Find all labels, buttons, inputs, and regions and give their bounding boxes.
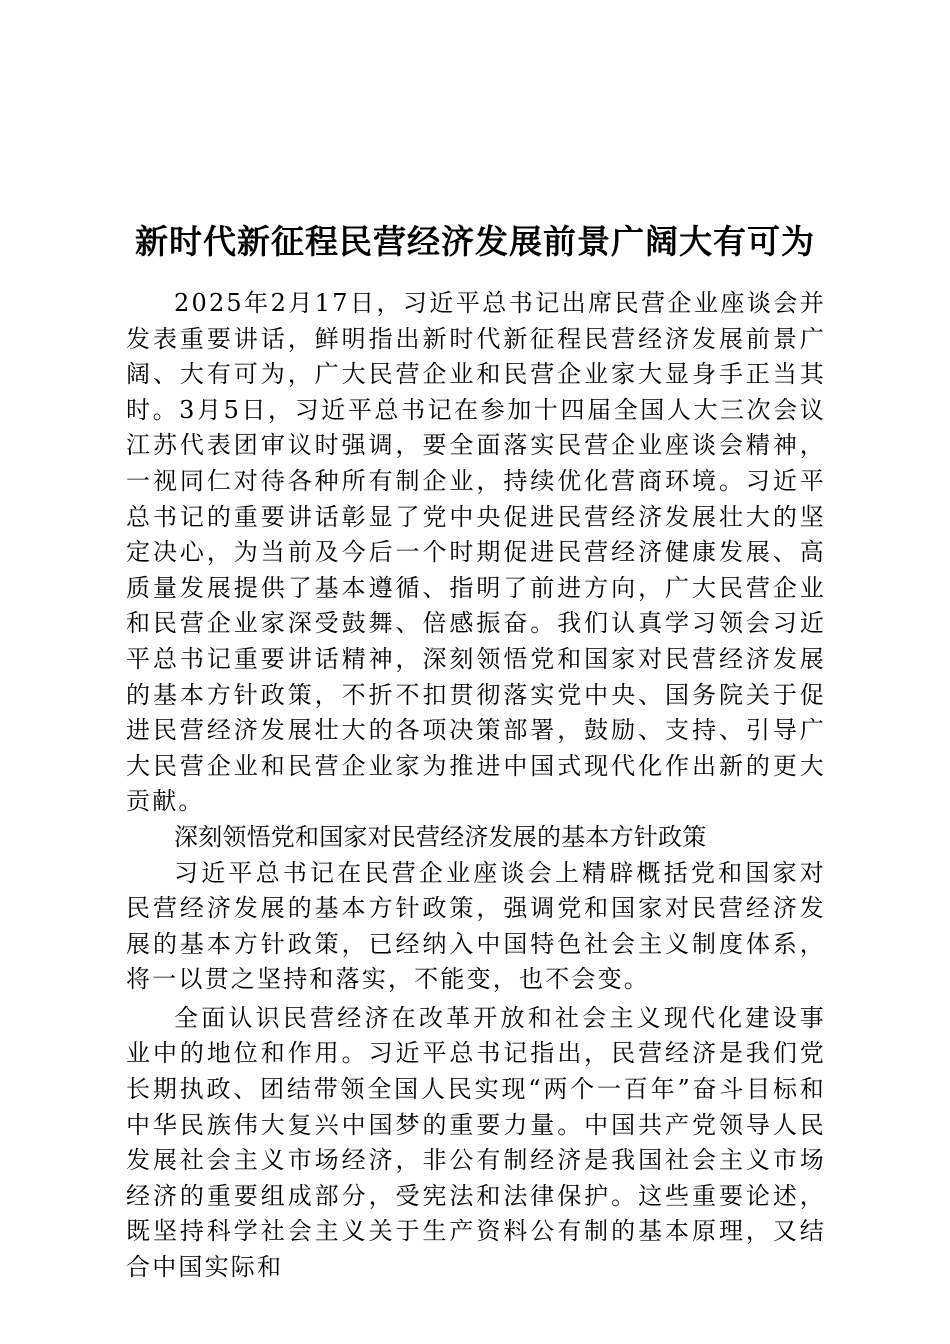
document-body [126, 286, 826, 1286]
document-title: 新时代新征程民营经济发展前景广阔大有可为 [135, 222, 815, 262]
intro-paragraph: 2025年2月17日，习近平总书记出席民营企业座谈会并发表重要讲话，鲜明指出新时代新征程民营经济发展前景广阔、大有可为，广大民营企业和民营企业家大显身手正当其时。3月5日，习近平总书记在参加十四届全国人大三次会议江苏代表团审议时强调，要全面落实民营企业座谈会精神，一视同仁对待各种所有制企业，持续优化营商环境。习近平总书记的重要讲话彰显了党中央促进民营经济发展壮大的坚定决心，为当前及今后一个时期促进民营经济健康发展、高质量发展提供了基本遵循、指明了前进方向，广大民营企业和民营企业家深受鼓舞、倍感振奋。我们认真学习领会习近平总书记重要讲话精神，深刻领悟党和国家对民营经济发展的基本方针政策，不折不扣贯彻落实党中央、国务院关于促进民营经济发展壮大的各项决策部署，鼓励、支持、引导广大民营企业和民营企业家为推进中国式现代化作出新的更大贡献。 [126, 289, 826, 816]
section-paragraph-2: 全面认识民营经济在改革开放和社会主义现代化建设事业中的地位和作用。习近平总书记指出，民营经济是我们党长期执政、团结带领全国人民实现“两个一百年”奋斗目标和中华民族伟大复兴中国梦的重要力量。中国共产党领导人民发展社会主义市场经济，非公有制经济是我国社会主义市场经济的重要组成部分，受宪法和法律保护。这些重要论述，既坚持科学社会主义关于生产资料公有制的基本原理，又结合中国实际和 [126, 1003, 826, 1282]
section-heading: 深刻领悟党和国家对民营经济发展的基本方针政策 [174, 822, 707, 851]
section-paragraph-1: 习近平总书记在民营企业座谈会上精辟概括党和国家对民营经济发展的基本方针政策，强调党和国家对民营经济发展的基本方针政策，已经纳入中国特色社会主义制度体系，将一以贯之坚持和落实，不能变，也不会变。 [126, 858, 826, 994]
